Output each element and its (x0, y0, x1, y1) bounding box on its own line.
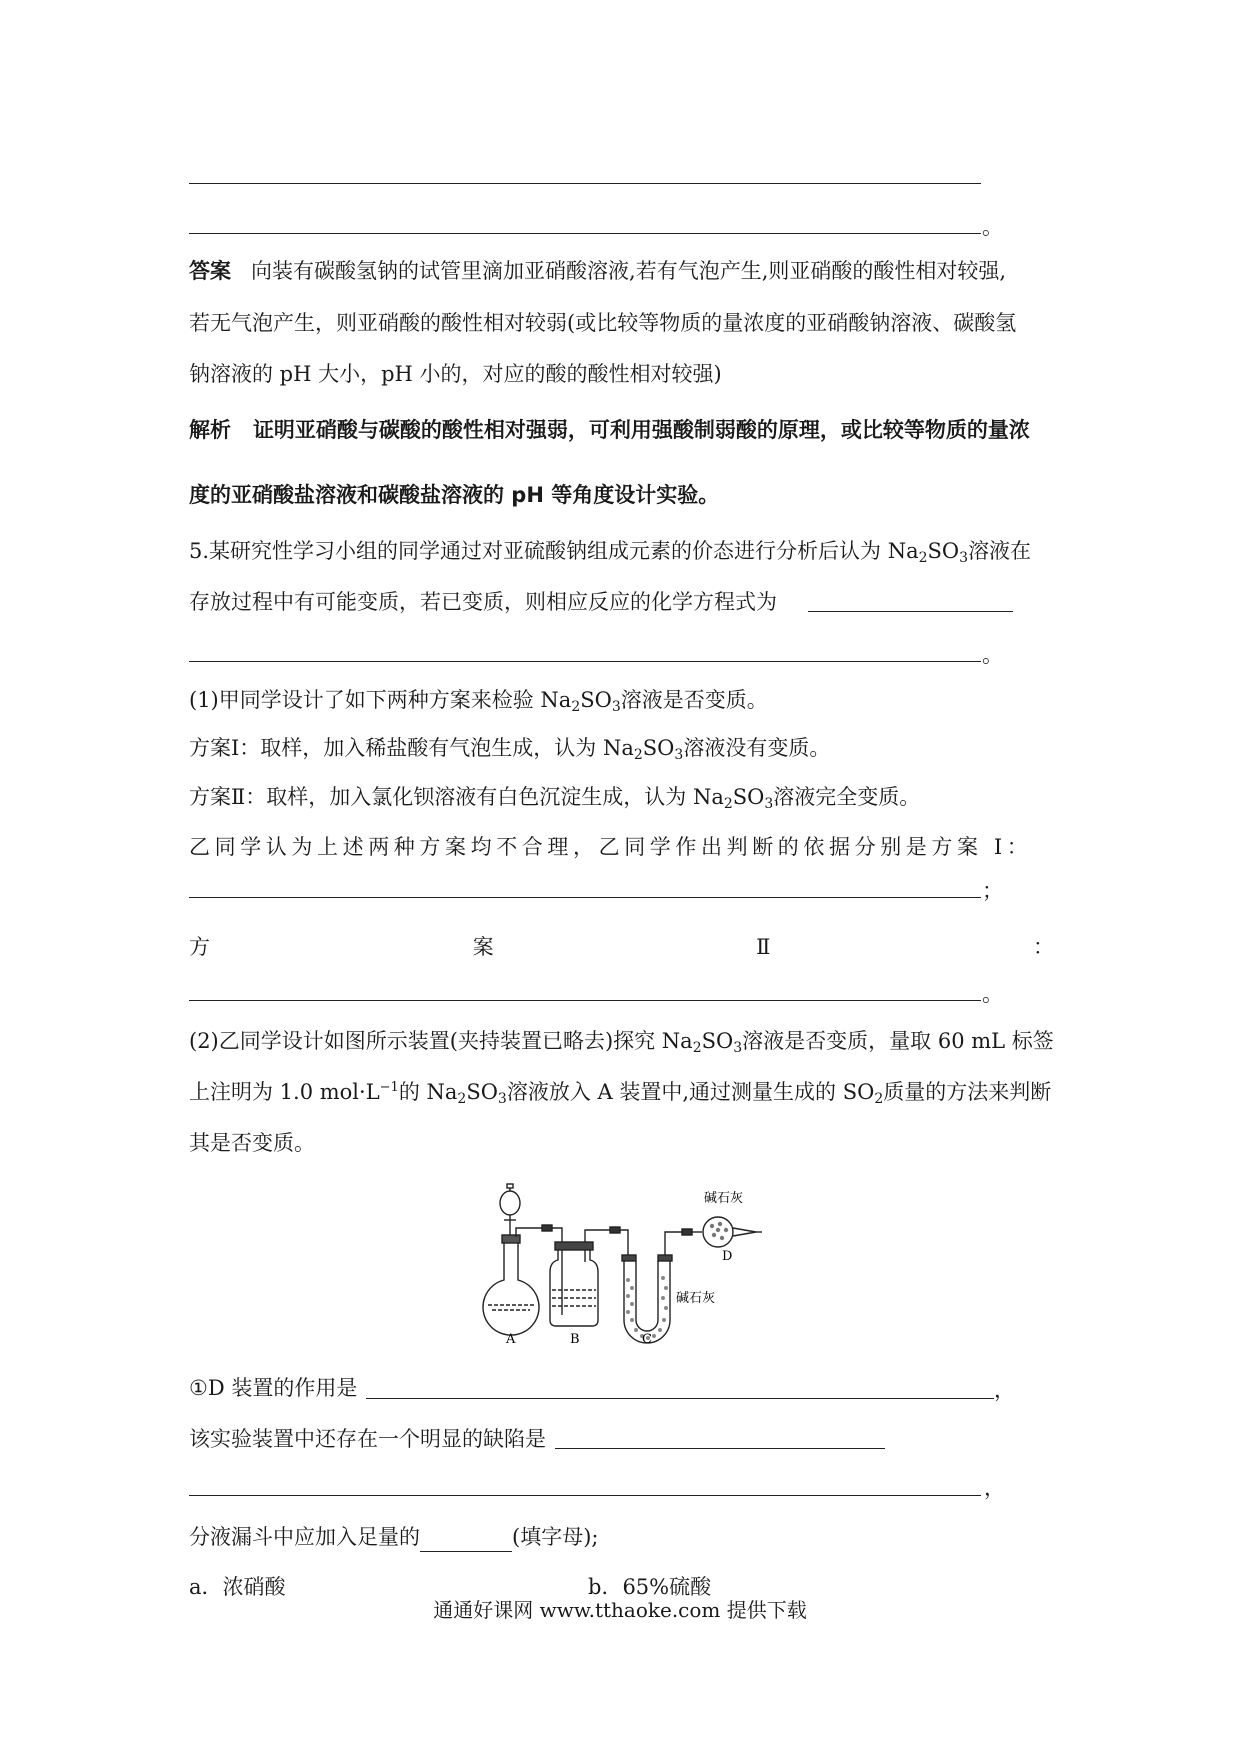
flask-stopper (502, 1235, 520, 1243)
comma: ， (994, 1378, 1015, 1402)
d-purpose-blank[interactable] (366, 1398, 994, 1399)
label-b: B (570, 1332, 580, 1347)
equation-blank-2[interactable] (189, 661, 981, 662)
judge-line: 乙同学认为上述两种方案均不合理，乙同学作出判断的依据分别是方案 Ⅰ： (189, 835, 1033, 859)
label-c: C (642, 1332, 652, 1347)
answer-line-2: 若无气泡产生，则亚硝酸的酸性相对较弱(或比较等物质的量浓度的亚硝酸钠溶液、碳酸氢 (189, 311, 1017, 335)
semicolon: ； (982, 879, 1003, 903)
period: 。 (982, 215, 1003, 239)
q5-line-1: 5.某研究性学习小组的同学通过对亚硫酸钠组成元素的价态进行分析后认为 $Na_2SO_3$溶液在 (189, 539, 1032, 566)
part1-intro: (1)甲同学设计了如下两种方案来检验 $Na_2SO_3$溶液是否变质。 (189, 688, 768, 715)
letter-blank[interactable] (420, 1529, 512, 1552)
washing-bottle (550, 1250, 598, 1326)
plan-1: 方案Ⅰ：取样，加入稀盐酸有气泡生成，认为 $Na_2SO_3$溶液没有变质。 (189, 736, 831, 763)
page-footer: 通通好课网 www.tthaoke.com 提供下载 (433, 1598, 807, 1622)
label-a: A (506, 1332, 516, 1347)
answer-line-3: 钠溶液的 pH 大小，pH 小的，对应的酸的酸性相对较强) (189, 362, 722, 386)
answer-line-1: 答案 向装有碳酸氢钠的试管里滴加亚硝酸溶液,若有气泡产生,则亚硝酸的酸性相对较强, (189, 259, 1007, 283)
equation-blank-1[interactable] (808, 611, 1013, 612)
d-purpose-question: ①D 装置的作用是 (189, 1376, 358, 1400)
round-flask (483, 1243, 539, 1335)
part2-line-2: 上注明为 1.0 $mol\cdot L^{-1}$的 $Na_2SO_3$溶液放入 A 装置中,通过测量生成的 $SO_2$质量的方法来判断 (189, 1080, 1052, 1107)
answer-label: 答案 (189, 259, 231, 283)
analysis-line-2: 度的亚硝酸盐溶液和碳酸盐溶液的 pH 等角度设计实验。 (189, 483, 720, 507)
part2-line-3: 其是否变质。 (189, 1131, 315, 1155)
defect-blank-2[interactable] (189, 1495, 981, 1496)
q5-line-2: 存放过程中有可能变质，若已变质，则相应反应的化学方程式为 (189, 590, 777, 614)
answer-blank-line-2[interactable] (189, 233, 981, 234)
funnel-question: 分液漏斗中应加入足量的 (填字母); (189, 1522, 598, 1552)
plan2-reason-blank[interactable] (189, 1000, 981, 1001)
plan1-reason-blank[interactable] (189, 897, 981, 898)
label-soda-lime-top: 碱石灰 (704, 1191, 744, 1206)
label-d: D (722, 1249, 733, 1264)
defect-blank-1[interactable] (555, 1448, 885, 1449)
label-soda-lime-bottom: 碱石灰 (676, 1291, 716, 1306)
answer-blank-line-1[interactable] (189, 183, 981, 184)
comma: ， (984, 1476, 1005, 1500)
period: 。 (982, 643, 1003, 667)
drying-packing (710, 1222, 728, 1240)
bottle-cap (555, 1242, 593, 1250)
apparatus-diagram (470, 1180, 770, 1350)
plan2-label-spread: 方 案 Ⅱ ： (189, 935, 1054, 959)
option-b[interactable]: b．65%硫酸 (588, 1575, 712, 1599)
analysis-line-1: 解析 证明亚硝酸与碳酸的酸性相对强弱，可利用强酸制弱酸的原理，或比较等物质的量浓 (189, 418, 1030, 442)
option-a[interactable]: a．浓硝酸 (189, 1575, 286, 1599)
funnel-bulb (500, 1191, 520, 1215)
part2-line-1: (2)乙同学设计如图所示装置(夹持装置已略去)探究 $Na_2SO_3$溶液是否变质，量取 60 mL 标签 (189, 1029, 1054, 1056)
plan-2: 方案Ⅱ：取样，加入氯化钡溶液有白色沉淀生成，认为 $Na_2SO_3$溶液完全变质。 (189, 785, 921, 812)
analysis-label: 解析 (189, 418, 231, 442)
defect-question: 该实验装置中还存在一个明显的缺陷是 (189, 1427, 546, 1451)
period: 。 (982, 982, 1003, 1006)
